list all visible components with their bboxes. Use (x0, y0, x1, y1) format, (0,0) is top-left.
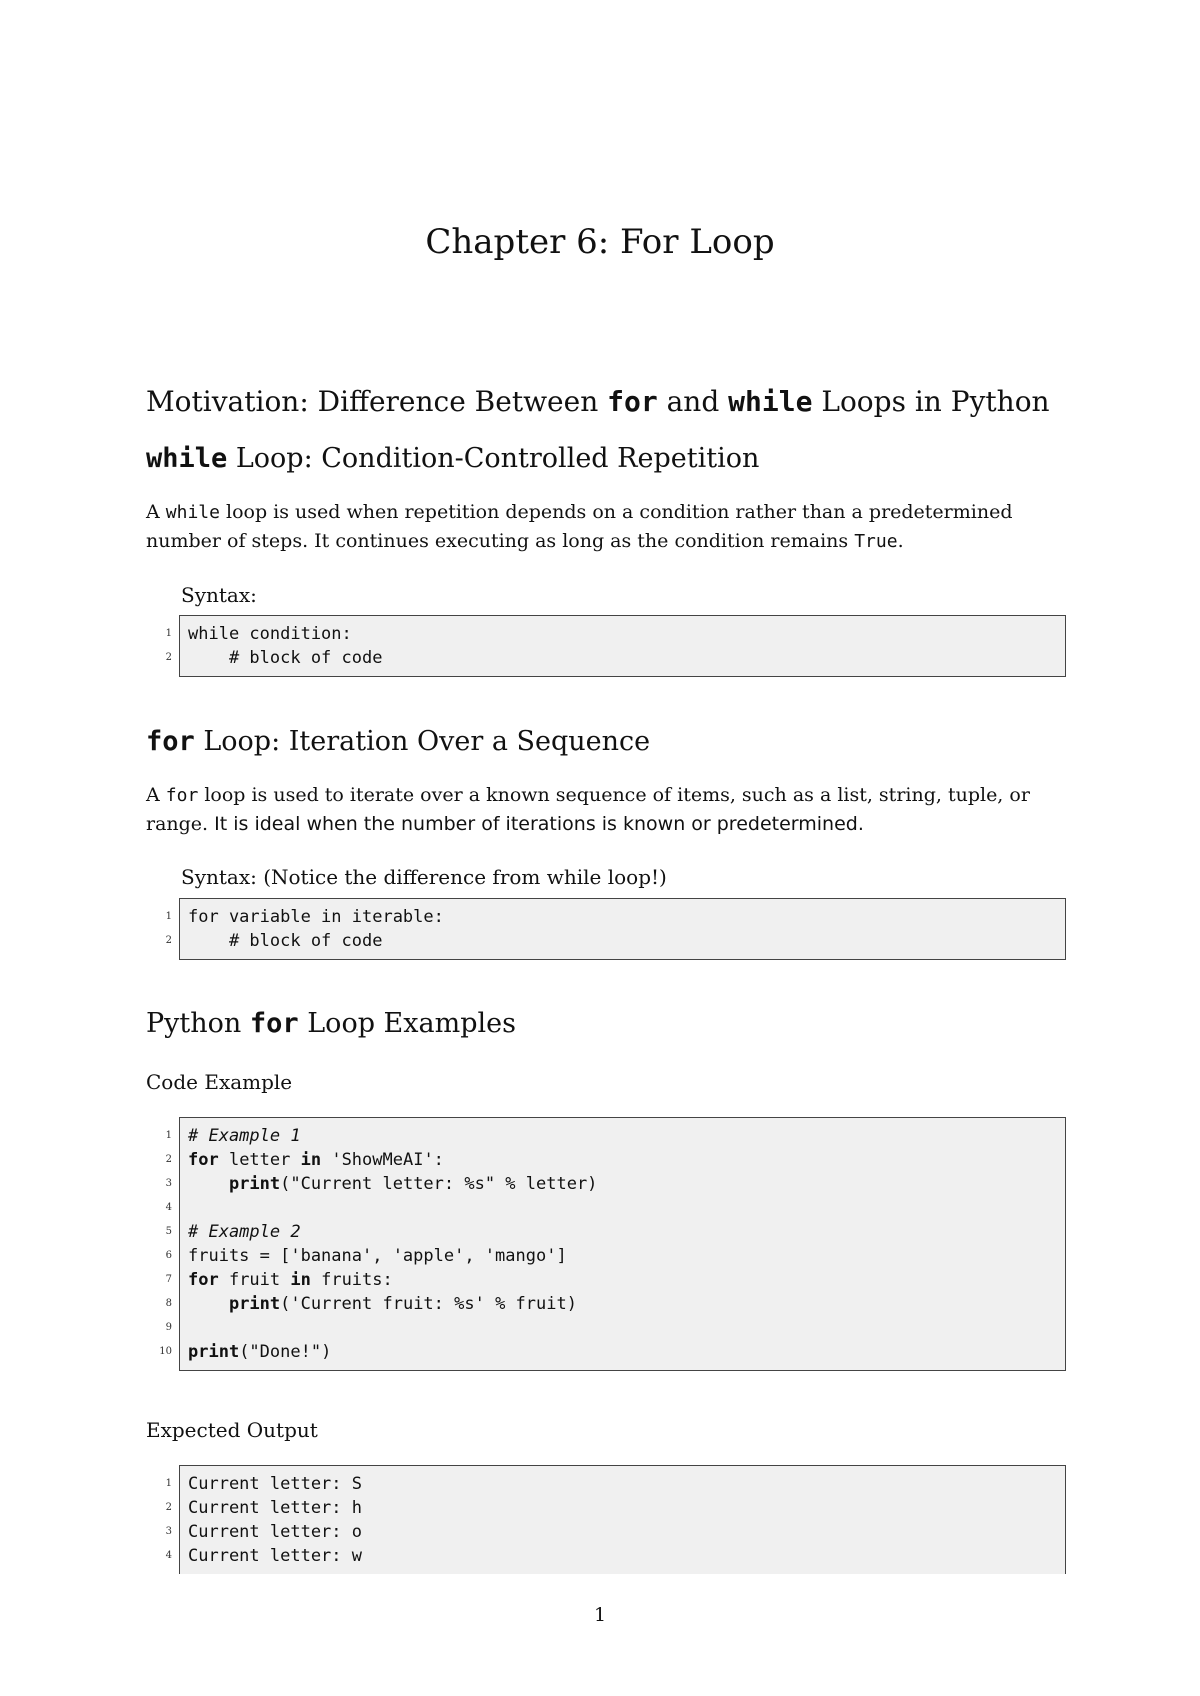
code-line (165, 646, 1065, 670)
line-number: 6 (165, 1250, 172, 1261)
examples-heading-pre: Python (146, 1008, 250, 1039)
code-comment: # Example 2 (188, 1222, 301, 1242)
while-heading (146, 443, 759, 474)
while-heading-rest: Loop: Condition-Controlled Repetition (227, 443, 760, 474)
line-number: 2 (165, 1502, 172, 1513)
code-line (165, 1496, 1065, 1520)
line-number: 9 (165, 1322, 172, 1333)
code-line (165, 622, 1065, 646)
code-keyword: in (300, 1150, 322, 1170)
code-example-label: Code Example (146, 1070, 293, 1094)
for-heading-rest: Loop: Iteration Over a Sequence (194, 726, 651, 757)
for-syntax-codebox (165, 898, 1066, 960)
line-number: 1 (165, 911, 172, 922)
output-codebox (165, 1465, 1066, 1574)
motivation-kw-while: while (728, 385, 813, 418)
line-number: 3 (165, 1178, 172, 1189)
code-text: ('Current fruit: %s' % fruit) (280, 1294, 577, 1314)
code-text: Current letter: S (188, 1474, 362, 1494)
line-number: 3 (165, 1526, 172, 1537)
examples-heading-post: Loop Examples (298, 1008, 516, 1039)
line-number: 2 (165, 652, 172, 663)
code-text: for variable in iterable: (188, 907, 444, 927)
while-paragraph (146, 498, 1058, 556)
code-text: fruits = ['banana', 'apple', 'mango'] (188, 1246, 567, 1266)
code-keyword: in (290, 1270, 311, 1290)
code-text: fruit (218, 1270, 291, 1290)
for-heading (146, 726, 650, 757)
code-keyword: print (228, 1294, 281, 1314)
motivation-heading-pre: Motivation: Difference Between (146, 385, 608, 418)
code-text: ("Current letter: %s" % letter) (280, 1174, 598, 1194)
for-para-code: for (165, 785, 199, 806)
code-text: letter (218, 1150, 301, 1170)
line-number: 4 (165, 1550, 172, 1561)
code-line (159, 1340, 1065, 1364)
while-para-code-true: True (854, 531, 898, 552)
page-title: Chapter 6: For Loop (425, 222, 775, 262)
examples-heading (146, 1008, 516, 1039)
code-text: # block of code (188, 931, 383, 951)
for-paragraph (146, 781, 1058, 838)
code-keyword: for (188, 1150, 219, 1170)
line-number: 2 (165, 935, 172, 946)
for-para-emphasis: It is ideal when the number of iterations is known or predetermined. (214, 813, 864, 835)
code-text: Current letter: o (188, 1522, 362, 1542)
motivation-heading (146, 385, 1050, 418)
while-para-code: while (165, 502, 220, 523)
motivation-kw-for: for (607, 385, 658, 418)
code-line (165, 1196, 1065, 1220)
for-para-mid: loop is used to iterate over a known sequence of items, such as a list, string, tuple, or range. (146, 784, 1030, 835)
code-text: 'ShowMeAI': (321, 1150, 444, 1170)
code-line (165, 1124, 1065, 1148)
page-number: 1 (593, 1604, 607, 1626)
code-text: Current letter: h (188, 1498, 362, 1518)
while-para-mid: loop is used when repetition depends on a condition rather than a predetermined number of steps. It continues executing as long as the condition remains (146, 501, 1013, 552)
while-para-pre: A (146, 501, 166, 523)
line-number: 1 (165, 1130, 172, 1141)
examples-heading-kw: for (249, 1008, 299, 1039)
while-syntax-codebox (165, 615, 1066, 677)
line-number: 2 (165, 1154, 172, 1165)
code-keyword: for (188, 1270, 219, 1290)
motivation-heading-mid: and (657, 385, 729, 418)
code-keyword: print (188, 1342, 240, 1362)
code-indent (188, 1174, 229, 1194)
line-number: 4 (165, 1202, 172, 1213)
code-text: Current letter: w (188, 1546, 362, 1566)
code-line (165, 1292, 1065, 1316)
for-syntax-label-text: Syntax: (181, 865, 257, 889)
code-text: while condition: (188, 624, 352, 644)
while-heading-kw: while (146, 443, 228, 474)
motivation-heading-post: Loops in Python (812, 385, 1050, 418)
code-line (165, 905, 1065, 929)
for-syntax-label (181, 865, 667, 889)
example-codebox (159, 1117, 1066, 1371)
for-heading-kw: for (146, 726, 195, 757)
code-text: # block of code (188, 648, 383, 668)
code-line (165, 1244, 1065, 1268)
code-comment: # Example 1 (188, 1126, 301, 1146)
code-line (165, 1316, 1065, 1340)
for-syntax-note: (Notice the difference from while loop!) (256, 865, 667, 889)
code-line (165, 1220, 1065, 1244)
for-para-pre: A (146, 784, 166, 806)
code-line (165, 929, 1065, 953)
code-text: ("Done!") (239, 1342, 332, 1362)
line-number: 8 (165, 1298, 172, 1309)
while-para-post: . (897, 530, 904, 552)
line-number: 1 (165, 628, 172, 639)
line-number: 10 (159, 1346, 172, 1357)
code-keyword: print (228, 1174, 281, 1194)
line-number: 1 (165, 1478, 172, 1489)
code-line (165, 1268, 1065, 1292)
line-number: 7 (165, 1274, 172, 1285)
line-number: 5 (165, 1226, 172, 1237)
code-line (165, 1148, 1065, 1172)
code-line (165, 1520, 1065, 1544)
code-line (165, 1472, 1065, 1496)
expected-output-label: Expected Output (146, 1418, 318, 1442)
code-text: fruits: (310, 1270, 393, 1290)
code-line (165, 1172, 1065, 1196)
code-indent (188, 1294, 229, 1314)
while-syntax-label: Syntax: (181, 583, 257, 607)
code-line (165, 1544, 1065, 1568)
